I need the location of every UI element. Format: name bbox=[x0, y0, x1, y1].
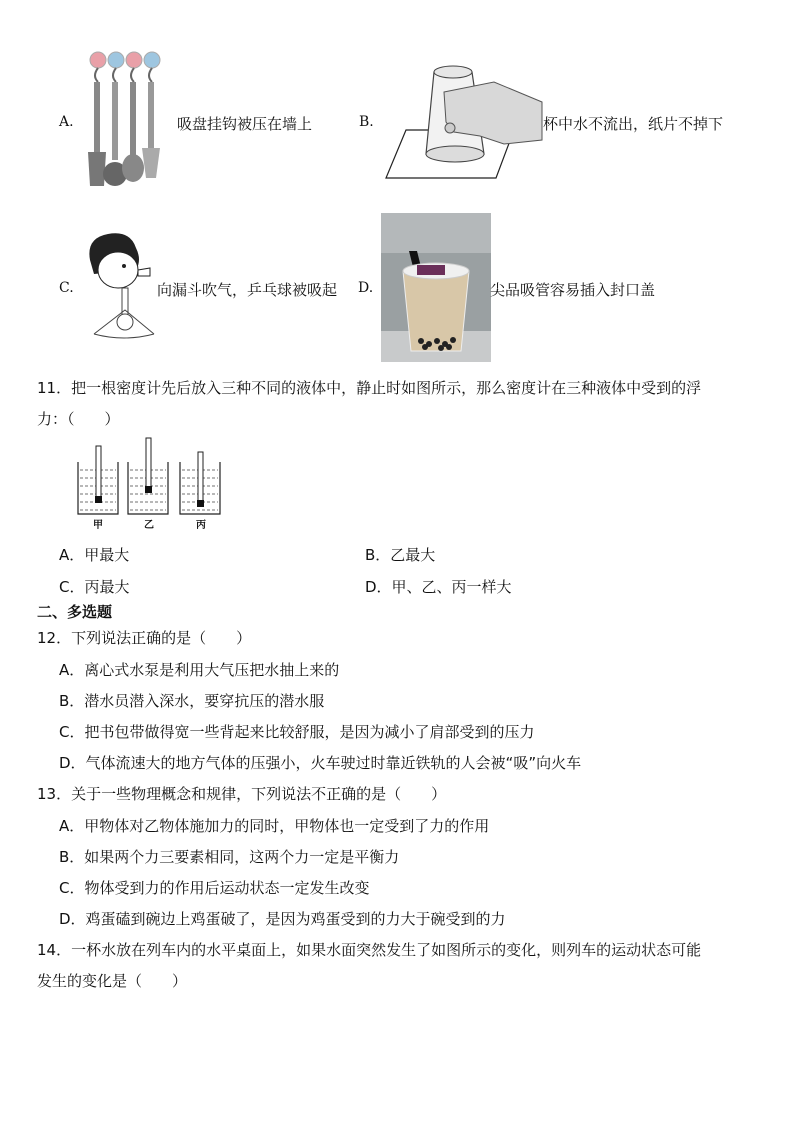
q12-option-b: B．潜水员潜入深水，要穿抗压的潜水服 bbox=[59, 692, 325, 710]
q11-stem-line1: 11．把一根密度计先后放入三种不同的液体中，静止时如图所示，那么密度计在三种液体中受到的浮 bbox=[37, 379, 702, 397]
option-b-letter: B. bbox=[359, 114, 374, 130]
q13-option-b: B．如果两个力三要素相同，这两个力一定是平衡力 bbox=[59, 848, 400, 866]
q14-stem-line2: 发生的变化是（ ） bbox=[37, 972, 188, 990]
option-d-letter: D. bbox=[358, 280, 374, 296]
q12-stem: 12．下列说法正确的是（ ） bbox=[37, 629, 252, 647]
option-a-letter: A. bbox=[59, 114, 74, 130]
milk-tea-image bbox=[381, 213, 491, 362]
option-b-text: 杯中水不流出，纸片不掉下 bbox=[543, 115, 724, 133]
section-heading-multiple-choice: 二、多选题 bbox=[37, 603, 113, 621]
q11-option-a: A．甲最大 bbox=[59, 546, 130, 564]
option-a-text: 吸盘挂钩被压在墙上 bbox=[177, 115, 313, 133]
inverted-cup-image bbox=[384, 62, 544, 180]
q13-stem: 13．关于一些物理概念和规律，下列说法不正确的是（ ） bbox=[37, 785, 447, 803]
q11-option-c: C．丙最大 bbox=[59, 578, 130, 596]
q14-stem-line1: 14．一杯水放在列车内的水平桌面上，如果水面突然发生了如图所示的变化，则列车的运动状态可能 bbox=[37, 941, 702, 959]
q12-option-c: C．把书包带做得宽一些背起来比较舒服，是因为减小了肩部受到的压力 bbox=[59, 723, 535, 741]
q11-option-b: B．乙最大 bbox=[365, 546, 436, 564]
funnel-blowing-image bbox=[84, 230, 156, 344]
option-d-text: 尖品吸管容易插入封口盖 bbox=[490, 281, 656, 299]
suction-hook-image bbox=[84, 48, 174, 190]
option-c-text: 向漏斗吹气，乒乓球被吸起 bbox=[157, 281, 338, 299]
beaker-label-bing: 丙 bbox=[196, 520, 206, 531]
beaker-label-yi: 乙 bbox=[144, 520, 154, 531]
q12-option-d: D．气体流速大的地方气体的压强小，火车驶过时靠近铁轨的人会被“吸”向火车 bbox=[59, 754, 582, 772]
q13-option-c: C．物体受到力的作用后运动状态一定发生改变 bbox=[59, 879, 370, 897]
option-c-letter: C. bbox=[59, 280, 74, 296]
q12-option-a: A．离心式水泵是利用大气压把水抽上来的 bbox=[59, 661, 340, 679]
q13-option-d: D．鸡蛋磕到碗边上鸡蛋破了，是因为鸡蛋受到的力大于碗受到的力 bbox=[59, 910, 506, 928]
q13-option-a: A．甲物体对乙物体施加力的同时，甲物体也一定受到了力的作用 bbox=[59, 817, 490, 835]
q11-stem-line2: 力：（ ） bbox=[37, 410, 120, 428]
q11-option-d: D．甲、乙、丙一样大 bbox=[365, 578, 512, 596]
beaker-label-jia: 甲 bbox=[93, 520, 103, 531]
